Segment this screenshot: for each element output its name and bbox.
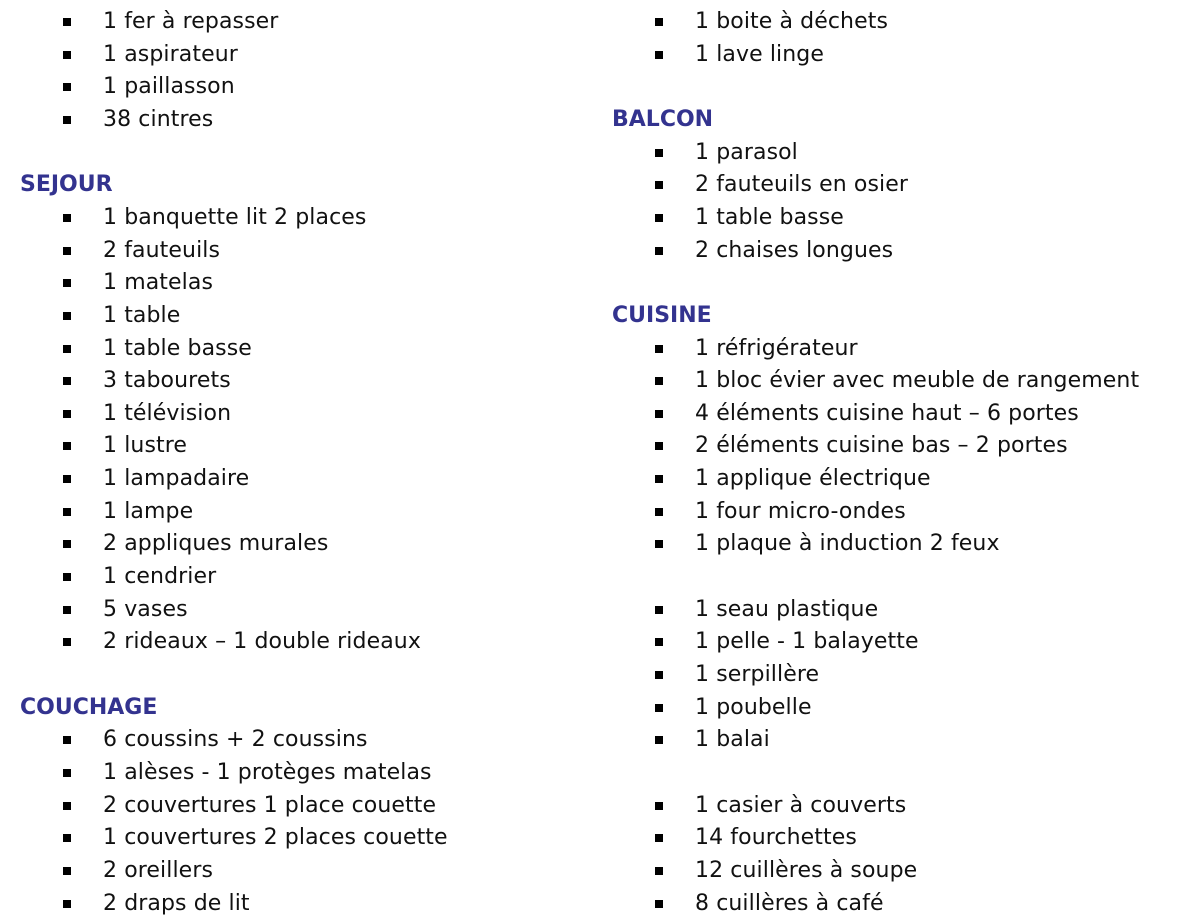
- square-bullet-icon: [63, 573, 71, 581]
- list-item-text: 3 tabourets: [103, 368, 231, 394]
- list-item-text: 2 rideaux – 1 double rideaux: [103, 629, 421, 655]
- list-item-text: 1 parasol: [695, 139, 798, 165]
- square-bullet-icon: [655, 18, 663, 26]
- section-heading: CUISINE: [612, 302, 712, 328]
- list-item-text: 1 fer à repasser: [103, 9, 279, 34]
- list-item-text: 1 table basse: [695, 204, 844, 230]
- list-item-text: 1 bloc évier avec meuble de rangement: [695, 368, 1140, 394]
- list-item-text: 2 fauteuils: [103, 237, 221, 263]
- square-bullet-icon: [655, 802, 663, 810]
- square-bullet-icon: [63, 508, 71, 516]
- list-item-text: 8 cuillères à café: [695, 890, 884, 916]
- list-item-text: 1 alèses - 1 protèges matelas: [103, 759, 432, 785]
- list-item-text: 1 plaque à induction 2 feux: [695, 531, 1000, 557]
- square-bullet-icon: [63, 606, 71, 614]
- list-item-text: 1 matelas: [103, 270, 214, 296]
- list-item-text: 1 casier à couverts: [695, 792, 907, 818]
- list-item-text: 1 poubelle: [695, 694, 812, 720]
- square-bullet-icon: [655, 149, 663, 157]
- section-heading: COUCHAGE: [20, 694, 158, 720]
- list-item-text: 12 cuillères à soupe: [695, 857, 918, 883]
- square-bullet-icon: [63, 802, 71, 810]
- square-bullet-icon: [63, 377, 71, 385]
- list-item-text: 1 réfrigérateur: [695, 335, 858, 361]
- list-item-text: 1 table basse: [103, 335, 252, 361]
- square-bullet-icon: [655, 181, 663, 189]
- square-bullet-icon: [655, 475, 663, 483]
- list-item-text: 1 cendrier: [103, 564, 217, 590]
- list-item-text: 1 pelle - 1 balayette: [695, 629, 919, 655]
- square-bullet-icon: [655, 410, 663, 418]
- square-bullet-icon: [63, 769, 71, 777]
- square-bullet-icon: [63, 345, 71, 353]
- list-item-text: 1 couvertures 2 places couette: [103, 825, 448, 851]
- list-item-text: 2 appliques murales: [103, 531, 329, 557]
- square-bullet-icon: [655, 671, 663, 679]
- square-bullet-icon: [63, 312, 71, 320]
- list-item-text: 1 table: [103, 302, 181, 328]
- square-bullet-icon: [63, 638, 71, 646]
- list-item-text: 1 banquette lit 2 places: [103, 204, 367, 230]
- list-item-text: 1 lampadaire: [103, 466, 250, 492]
- list-item-text: 1 four micro-ondes: [695, 498, 906, 524]
- square-bullet-icon: [63, 442, 71, 450]
- square-bullet-icon: [655, 540, 663, 548]
- list-item-text: 38 cintres: [103, 106, 214, 132]
- square-bullet-icon: [63, 116, 71, 124]
- list-item-text: 1 serpillère: [695, 662, 820, 687]
- square-bullet-icon: [655, 606, 663, 614]
- square-bullet-icon: [655, 442, 663, 450]
- square-bullet-icon: [63, 900, 71, 908]
- list-item-text: 2 couvertures 1 place couette: [103, 792, 437, 818]
- square-bullet-icon: [655, 377, 663, 385]
- square-bullet-icon: [63, 214, 71, 222]
- list-item-text: 4 éléments cuisine haut – 6 portes: [695, 400, 1079, 426]
- square-bullet-icon: [63, 867, 71, 875]
- square-bullet-icon: [655, 247, 663, 255]
- square-bullet-icon: [655, 834, 663, 842]
- list-item-text: 1 lustre: [103, 433, 188, 459]
- square-bullet-icon: [63, 410, 71, 418]
- square-bullet-icon: [63, 736, 71, 744]
- section-heading: BALCON: [612, 106, 714, 132]
- list-item-text: 1 lave linge: [695, 41, 824, 67]
- list-item-text: 1 seau plastique: [695, 596, 879, 622]
- square-bullet-icon: [655, 867, 663, 875]
- list-item-text: 1 boite à déchets: [695, 9, 889, 34]
- square-bullet-icon: [63, 51, 71, 59]
- square-bullet-icon: [655, 704, 663, 712]
- list-item-text: 2 chaises longues: [695, 237, 894, 263]
- list-item-text: 2 éléments cuisine bas – 2 portes: [695, 433, 1068, 459]
- square-bullet-icon: [655, 214, 663, 222]
- list-item-text: 5 vases: [103, 596, 188, 622]
- list-item-text: 1 télévision: [103, 400, 232, 426]
- list-item-text: 1 lampe: [103, 498, 194, 524]
- square-bullet-icon: [63, 279, 71, 287]
- list-item-text: 2 oreillers: [103, 857, 214, 883]
- section-heading: SEJOUR: [20, 172, 113, 198]
- list-item-text: 2 fauteuils en osier: [695, 172, 909, 198]
- list-item-text: 2 draps de lit: [103, 890, 250, 916]
- square-bullet-icon: [63, 540, 71, 548]
- list-item-text: 14 fourchettes: [695, 825, 857, 851]
- square-bullet-icon: [63, 83, 71, 91]
- list-item-text: 1 paillasson: [103, 74, 235, 100]
- square-bullet-icon: [63, 834, 71, 842]
- list-item-text: 1 aspirateur: [103, 41, 238, 67]
- square-bullet-icon: [63, 475, 71, 483]
- square-bullet-icon: [655, 736, 663, 744]
- square-bullet-icon: [63, 247, 71, 255]
- list-item-text: 6 coussins + 2 coussins: [103, 727, 368, 753]
- square-bullet-icon: [655, 508, 663, 516]
- square-bullet-icon: [655, 345, 663, 353]
- list-item-text: 1 applique électrique: [695, 466, 931, 492]
- square-bullet-icon: [655, 51, 663, 59]
- square-bullet-icon: [63, 18, 71, 26]
- list-item-text: 1 balai: [695, 727, 770, 753]
- square-bullet-icon: [655, 638, 663, 646]
- square-bullet-icon: [655, 900, 663, 908]
